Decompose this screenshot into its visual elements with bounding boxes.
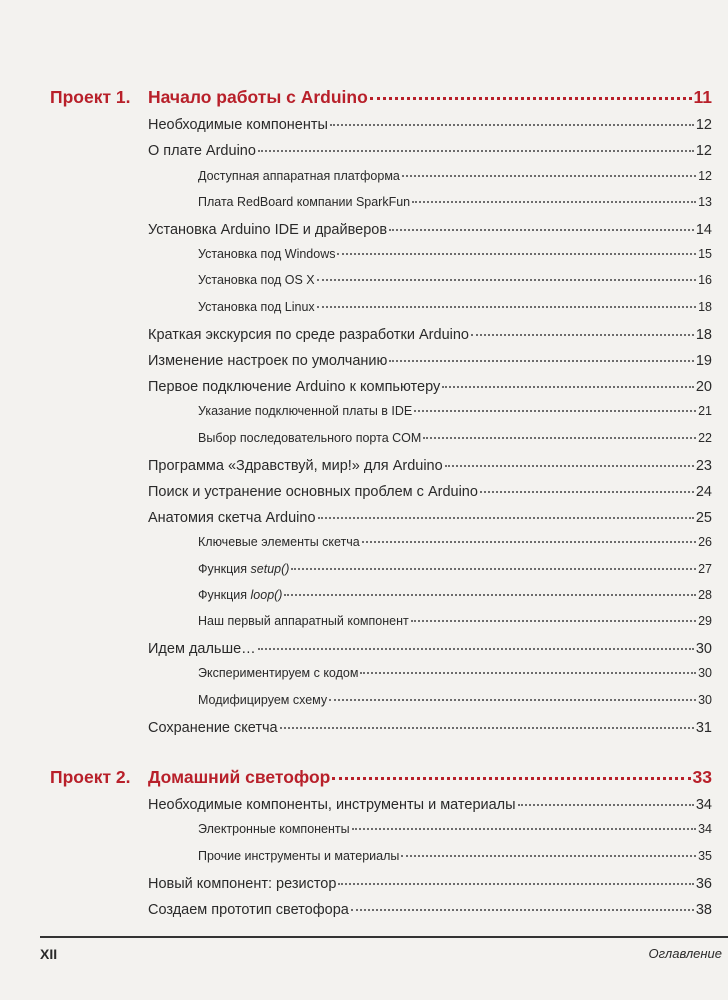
entry-title: Программа «Здравствуй, мир!» для Arduino [148, 457, 443, 474]
page-number: 15 [698, 247, 712, 262]
dot-leader [360, 661, 696, 674]
dot-leader [330, 111, 694, 126]
footer-section-title: Оглавление [648, 946, 722, 961]
page-number: 27 [698, 561, 712, 576]
entry-title: Краткая экскурсия по среде разработки Arduino [148, 326, 469, 343]
dot-leader [412, 190, 696, 203]
page-number: 19 [695, 352, 712, 369]
dot-leader [389, 347, 693, 362]
toc-entry[interactable] [148, 350, 712, 369]
page-number: 31 [695, 719, 712, 736]
dot-leader [338, 870, 693, 885]
entry-title: Первое подключение Arduino к компьютеру [148, 379, 441, 396]
toc-subentry[interactable] [198, 559, 712, 575]
entry-title: Доступная аппаратная платформа [198, 168, 400, 183]
entry-title: Сохранение скетча [148, 719, 278, 736]
page-number: 25 [695, 510, 712, 527]
dot-leader [258, 137, 694, 152]
project-heading[interactable] [50, 84, 712, 108]
page-number: 20 [695, 379, 712, 396]
dot-leader [471, 321, 694, 336]
toc-entry[interactable] [148, 717, 712, 736]
dot-leader [414, 399, 696, 412]
toc-entry[interactable] [148, 481, 712, 500]
entry-title: Функция [198, 561, 251, 576]
entry-title: Новый компонент: резистор [148, 875, 337, 892]
page-number: 11 [693, 86, 712, 107]
entry-title: Ключевые элементы скетча [198, 535, 360, 550]
entry-function-name: loop() [250, 587, 283, 602]
toc-entry[interactable] [148, 376, 712, 395]
page-number: 34 [695, 797, 712, 814]
entry-title: Прочие инструменты и материалы [198, 848, 400, 863]
toc-subentry[interactable] [198, 245, 712, 261]
dot-leader [411, 609, 696, 622]
toc-subentry[interactable] [198, 664, 712, 680]
page-number: 12 [695, 117, 712, 134]
page-number: 28 [698, 587, 712, 602]
entry-title: Экспериментируем с кодом [198, 666, 359, 681]
page-number: 12 [698, 168, 712, 183]
toc-subentry[interactable] [198, 612, 712, 628]
page-number: 36 [695, 875, 712, 892]
page-number: 18 [698, 299, 712, 314]
dot-leader [284, 583, 696, 596]
page-number: 21 [698, 404, 712, 419]
dot-leader [258, 635, 694, 650]
dot-leader [370, 81, 692, 100]
dot-leader [480, 478, 694, 493]
dot-leader [389, 216, 694, 231]
toc-entry[interactable] [148, 324, 712, 343]
toc-subentry[interactable] [198, 428, 712, 444]
project-heading[interactable] [50, 764, 712, 788]
toc-entry[interactable] [148, 219, 712, 238]
toc-subentry[interactable] [198, 690, 712, 706]
dot-leader [318, 504, 694, 519]
page-number: 18 [695, 326, 712, 343]
page-number: 12 [695, 143, 712, 160]
entry-title: О плате Arduino [148, 143, 256, 160]
page-number: 22 [698, 430, 712, 445]
project-number: Проект 2. [50, 766, 131, 787]
page-number: 23 [695, 457, 712, 474]
dot-leader [362, 530, 696, 543]
page-number: 13 [698, 194, 712, 209]
dot-leader [445, 452, 694, 467]
project-title: Домашний светофор [148, 766, 331, 787]
page-number: 30 [695, 641, 712, 658]
toc-subentry[interactable] [198, 846, 712, 862]
entry-title: Наш первый аппаратный компонент [198, 614, 409, 629]
entry-title: Выбор последовательного порта COM [198, 430, 422, 445]
page-number: 16 [698, 273, 712, 288]
entry-title: Изменение настроек по умолчанию [148, 352, 388, 369]
toc-entry[interactable] [148, 794, 712, 813]
toc-entry[interactable] [148, 899, 712, 918]
entry-title: Поиск и устранение основных проблем с Arduino [148, 483, 478, 500]
entry-title: Установка под OS X [198, 273, 315, 288]
dot-leader [401, 843, 696, 856]
dot-leader [317, 268, 696, 281]
page-number: 38 [695, 901, 712, 918]
page-number: 29 [698, 614, 712, 629]
toc-entry[interactable] [148, 873, 712, 892]
toc-entry[interactable] [148, 507, 712, 526]
entry-title: Анатомия скетча Arduino [148, 510, 316, 527]
page-number: 30 [698, 666, 712, 681]
toc-subentry[interactable] [198, 193, 712, 209]
toc-subentry[interactable] [198, 820, 712, 836]
page-number: 24 [695, 483, 712, 500]
dot-leader [518, 791, 694, 806]
toc-subentry[interactable] [198, 533, 712, 549]
footer-page-number: XII [40, 946, 58, 962]
toc-entry[interactable] [148, 455, 712, 474]
project-number: Проект 1. [50, 86, 131, 107]
page-number: 30 [698, 692, 712, 707]
dot-leader [351, 896, 694, 911]
entry-title: Функция [198, 587, 251, 602]
page-number: 33 [692, 766, 712, 787]
entry-title: Создаем прототип светофора [148, 901, 349, 918]
page-number: 14 [695, 221, 712, 238]
toc-entry[interactable] [148, 114, 712, 133]
dot-leader [291, 556, 696, 569]
dot-leader [352, 817, 696, 830]
page-number: 26 [698, 535, 712, 550]
entry-title: Установка под Linux [198, 299, 315, 314]
toc-subentry[interactable] [198, 402, 712, 418]
entry-title: Электронные компоненты [198, 822, 350, 837]
dot-leader [442, 373, 694, 388]
toc-entry[interactable] [148, 638, 712, 657]
dot-leader [402, 163, 696, 176]
page-number: 34 [698, 822, 712, 837]
toc-subentry[interactable] [198, 586, 712, 602]
dot-leader [317, 294, 696, 307]
dot-leader [337, 242, 696, 255]
dot-leader [423, 425, 696, 438]
toc-subentry[interactable] [198, 297, 712, 313]
entry-function-name: setup() [250, 561, 290, 576]
entry-title: Указание подключенной платы в IDE [198, 404, 413, 419]
toc-subentry[interactable] [198, 271, 712, 287]
entry-title: Идем дальше… [148, 641, 256, 658]
entry-title: Установка Arduino IDE и драйверов [148, 221, 388, 238]
dot-leader [332, 761, 690, 780]
project-title: Начало работы с Arduino [148, 86, 368, 107]
footer-rule [40, 936, 728, 938]
dot-leader [280, 714, 694, 729]
toc-subentry[interactable] [198, 166, 712, 182]
toc-entry[interactable] [148, 140, 712, 159]
entry-title: Плата RedBoard компании SparkFun [198, 194, 411, 209]
page-number: 35 [698, 848, 712, 863]
entry-title: Модифицируем схему [198, 692, 328, 707]
dot-leader [329, 687, 696, 700]
entry-title: Необходимые компоненты [148, 117, 328, 134]
entry-title: Необходимые компоненты, инструменты и материалы [148, 797, 516, 814]
entry-title: Установка под Windows [198, 247, 336, 262]
